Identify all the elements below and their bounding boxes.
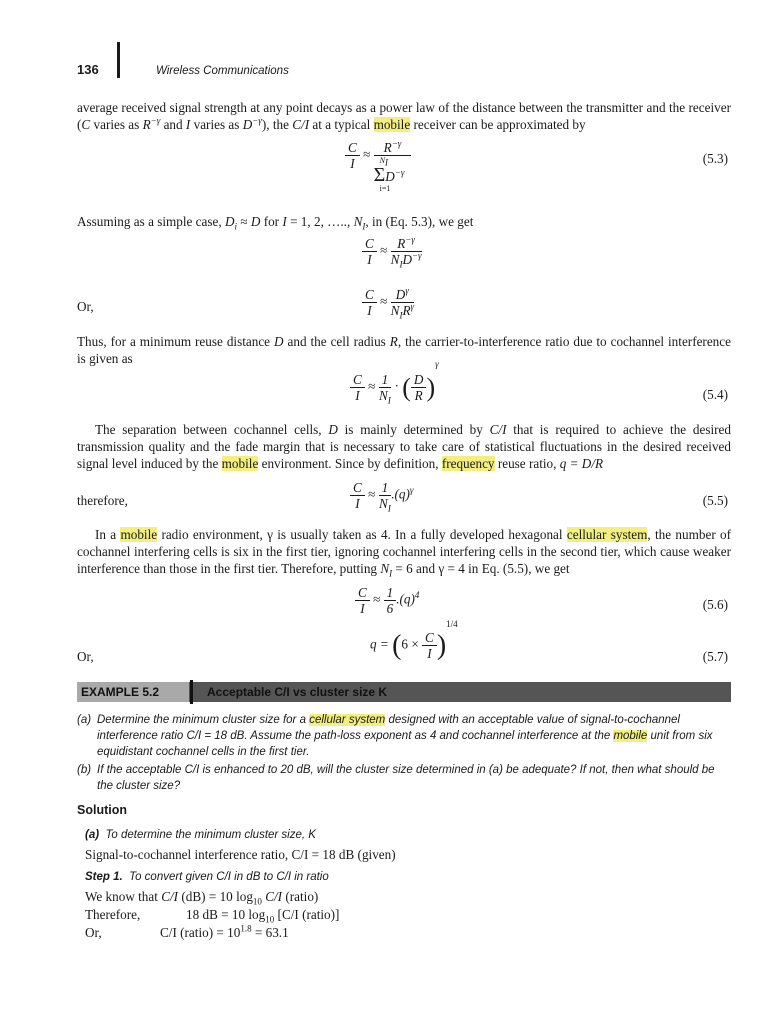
highlight-mobile: mobile xyxy=(221,456,259,471)
highlight-mobile: mobile xyxy=(120,527,158,542)
page-number: 136 xyxy=(77,62,99,77)
highlight-cellular-system: cellular system xyxy=(566,527,648,542)
equation-5-5: $\frac{C}{I}$ ≈ $\frac{1}{N_I}$ $.(q)^\gamma$ xyxy=(350,480,413,511)
header-divider xyxy=(117,42,120,78)
example-part-a: Determine the minimum cluster size for a cellular system designed with an acceptable value of signal-to-cochannel interference ratio C/I = 18 dB. Assume the path-loss exponent as 4 and cochannel interference at the mobile unit from six equidistant cochannel cells in the first tier. xyxy=(97,714,713,758)
highlight-frequency: frequency xyxy=(441,456,495,471)
running-title: Wireless Communications xyxy=(156,65,289,77)
equation-5-6: $\frac{C}{I}$ ≈ $\frac{1}{6}$ $.(q)^4$ xyxy=(355,585,419,616)
paragraph-intro: average received signal strength at any point decays as a power law of the distance between the transmitter and the receiver (C varies as $R^{-\gamma}$ and I varies as $D^{-\gamma}$), the C/I at a typical mobile receiver can be approximated by xyxy=(77,100,731,132)
paragraph-separation: The separation between cochannel cells, D is mainly determined by C/I that is required to achieve the desired transmission quality and the fade margin that is necessary to take care of statistical fluctuations in the desired received signal level induced by the mobile environment. Since by definition, frequency reuse ratio, q = D/R xyxy=(77,422,731,471)
example-separator xyxy=(190,680,193,704)
solution-step-1: Step 1. To convert given C/I in dB to C/I in ratio xyxy=(85,871,329,883)
or-label-1: Or, xyxy=(77,299,94,314)
solution-line-ratio: C/I (ratio) = $10^{1.8} = 63.1$ xyxy=(160,923,289,940)
therefore-label: therefore, xyxy=(77,493,128,508)
or-label-2: Or, xyxy=(77,649,94,664)
example-part-b: If the acceptable C/I is enhanced to 20 dB, will the cluster size determined in (a) be adequate? If not, then what should be the cluster size? xyxy=(97,764,715,792)
solution-line-or-label: Or, xyxy=(85,925,102,940)
solution-part-a-heading: (a) To determine the minimum cluster size, K xyxy=(85,829,316,841)
highlight-mobile: mobile xyxy=(373,117,411,132)
solution-line-given: Signal-to-cochannel interference ratio, C/I = 18 dB (given) xyxy=(85,847,396,862)
solution-heading: Solution xyxy=(77,803,127,817)
example-label: EXAMPLE 5.2 xyxy=(77,682,189,702)
equation-intermediate-1: $\frac{C}{I}$ ≈ $\frac{R^{-\gamma}}{N_ID^{-\gamma}}$ xyxy=(362,236,422,267)
equation-number-5-7: (5.7) xyxy=(702,649,728,664)
solution-line-therefore: 18 dB = 10 $\log_{10} [C/I$ (ratio)] xyxy=(186,907,340,925)
highlight-mobile: mobile xyxy=(613,730,648,742)
paragraph-assumption: Assuming as a simple case, $D_i \approx D$ for I = 1, 2, ….., $N_I$, in (Eq. 5.3), we get xyxy=(77,214,474,232)
paragraph-mobile-environment: In a mobile radio environment, γ is usually taken as 4. In a fully developed hexagonal cellular system, the number of cochannel interfering cells is six in the first tier, ignoring cochannel interfering cells in the second tier, which cause weaker interference than those in the first tier. Therefore, putting $N_I = 6$ and γ = 4 in Eq. (5.5), we get xyxy=(77,527,732,579)
equation-number-5-5: (5.5) xyxy=(702,493,728,508)
equation-number-5-3: (5.3) xyxy=(702,151,728,166)
equation-5-4: $\frac{C}{I}$ ≈ $\frac{1}{N_I}$ · ( $\frac{D}{R}$ )$^\gamma$ xyxy=(350,372,439,403)
solution-line-therefore-label: Therefore, xyxy=(85,907,141,922)
paragraph-minimum-reuse: Thus, for a minimum reuse distance D and the cell radius R, the carrier-to-interference ratio due to cochannel interference is given as xyxy=(77,334,731,366)
example-title: Acceptable C/I vs cluster size K xyxy=(207,685,388,699)
example-part-b-label: (b) xyxy=(77,764,92,776)
solution-line-know: We know that C/I (dB) = 10 $\log_{10} C/I$ (ratio) xyxy=(85,889,319,907)
example-part-a-label: (a) xyxy=(77,714,92,726)
equation-number-5-4: (5.4) xyxy=(702,387,728,402)
equation-number-5-6: (5.6) xyxy=(702,597,728,612)
equation-intermediate-2: $\frac{C}{I}$ ≈ $\frac{D^\gamma}{N_IR^\gamma}$ xyxy=(362,287,414,318)
equation-5-3: $\frac{C}{I}$ ≈ $R^{-\gamma}$ $N_I$ $\Sigma D^{-\gamma}$ i=1 xyxy=(345,140,411,194)
highlight-cellular-system: cellular system xyxy=(309,714,386,726)
equation-5-7: q = (6 × $\frac{C}{I}$ )$^{1/4}$ xyxy=(370,619,458,661)
